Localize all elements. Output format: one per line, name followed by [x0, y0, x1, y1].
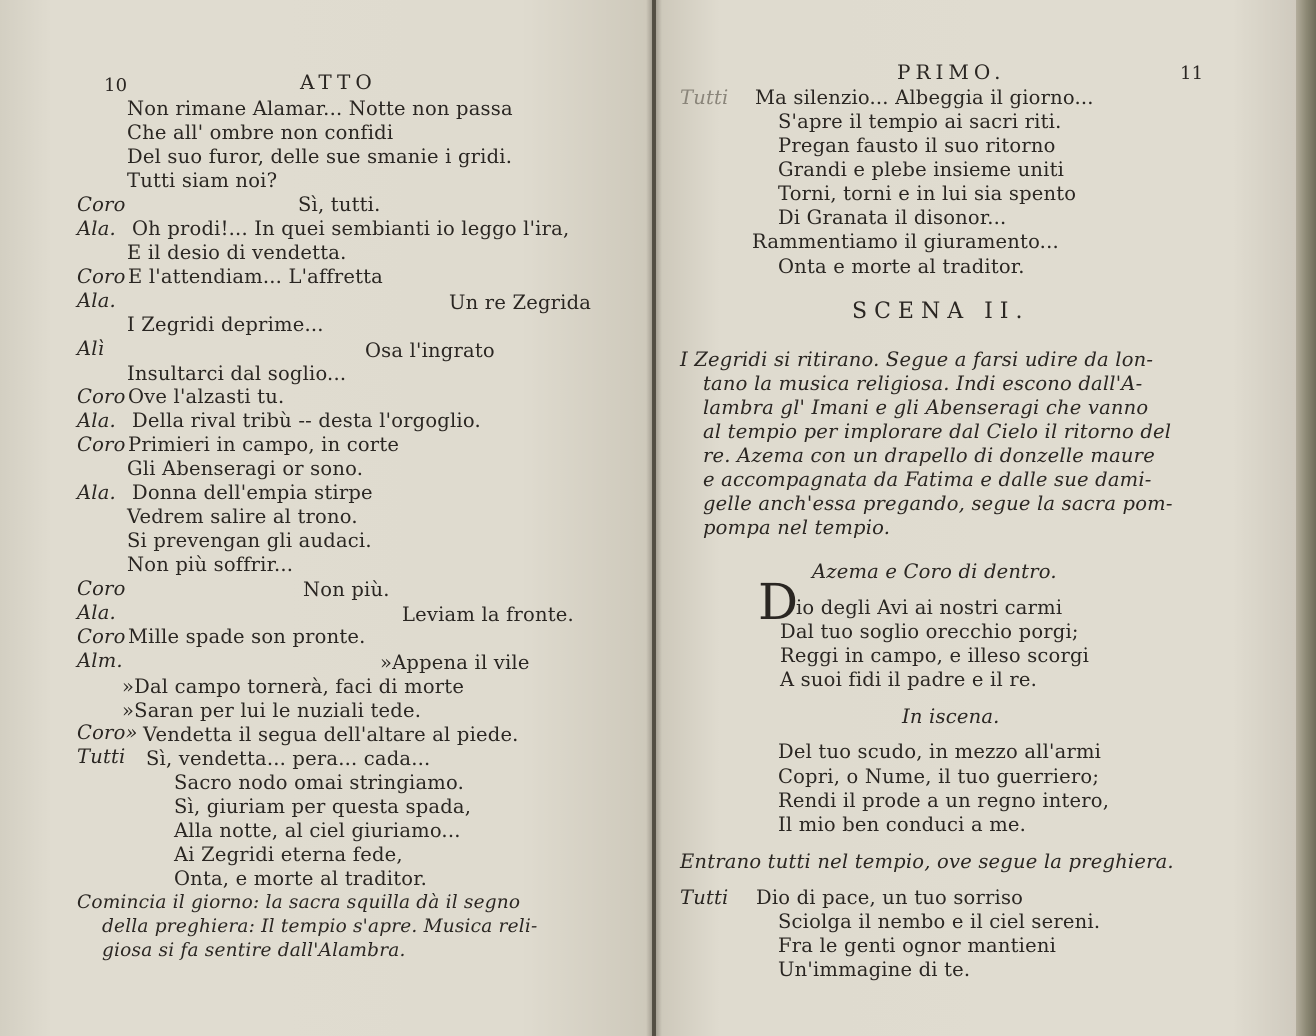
running-head-right: PRIMO.	[897, 60, 1006, 84]
text-line: Sì, vendetta... pera... cada...	[146, 747, 431, 770]
text-line: Ma silenzio... Albeggia il giorno...	[755, 86, 1094, 109]
drop-cap: D	[758, 573, 799, 631]
text-line: Del tuo scudo, in mezzo all'armi	[778, 740, 1102, 763]
speaker-label: Ala.	[77, 601, 116, 624]
speaker-label: Tutti	[680, 886, 729, 909]
text-line: Dio di pace, un tuo sorriso	[756, 886, 1024, 909]
speaker-label: Tutti	[680, 86, 729, 109]
text-line: Sciolga il nembo e il ciel sereni.	[778, 910, 1101, 933]
text-line: A suoi fidi il padre e il re.	[780, 668, 1037, 691]
text-line: Non rimane Alamar... Notte non passa	[127, 97, 513, 120]
speaker-label: Coro	[77, 625, 126, 648]
stage-direction: giosa si fa sentire dall'Alambra.	[102, 940, 406, 961]
speaker-label: Tutti	[77, 745, 126, 768]
speaker-label: Coro	[77, 265, 126, 288]
text-line: Onta, e morte al traditor.	[174, 867, 427, 890]
stage-direction: al tempio per implorare dal Cielo il ritorno del	[703, 420, 1172, 443]
stage-direction: della preghiera: Il tempio s'apre. Musica reli-	[102, 916, 538, 937]
page-number-left: 10	[104, 75, 128, 96]
text-line: Fra le genti ognor mantieni	[778, 934, 1057, 957]
singer-heading: In iscena.	[902, 705, 1000, 728]
text-line: Rammentiamo il giuramento...	[752, 230, 1059, 253]
text-line: E il desio di vendetta.	[127, 241, 347, 264]
stage-direction: re. Azema con un drapello di donzelle maure	[703, 444, 1155, 467]
text-line: Un re Zegrida	[449, 291, 592, 314]
text-line: Primieri in campo, in corte	[128, 433, 400, 456]
text-line: io degli Avi ai nostri carmi	[796, 596, 1063, 619]
speaker-label: Coro	[77, 193, 126, 216]
text-line: Ai Zegridi eterna fede,	[174, 843, 403, 866]
page-number-right: 11	[1180, 63, 1204, 84]
text-line: Gli Abenseragi or sono.	[127, 457, 364, 480]
speaker-label: Alm.	[77, 649, 123, 672]
text-line: I Zegridi deprime...	[127, 313, 324, 336]
speaker-label: Coro»	[77, 721, 138, 744]
book-gutter	[646, 0, 662, 1036]
text-line: Reggi in campo, e illeso scorgi	[780, 644, 1090, 667]
text-line: Vendetta il segua dell'altare al piede.	[143, 723, 519, 746]
stage-direction: e accompagnata da Fatima e dalle sue dami-	[703, 468, 1152, 491]
running-head-left: ATTO	[300, 70, 377, 94]
speaker-label: Ala.	[77, 409, 116, 432]
text-line: Copri, o Nume, il tuo guerriero;	[778, 765, 1100, 788]
text-line: Tutti siam noi?	[127, 169, 278, 192]
book-edge	[1296, 0, 1316, 1036]
text-line: Sì, giuriam per questa spada,	[174, 795, 472, 818]
text-line: S'apre il tempio ai sacri riti.	[778, 110, 1062, 133]
stage-direction: pompa nel tempio.	[703, 516, 891, 539]
speaker-label: Ala.	[77, 481, 116, 504]
text-line: Di Granata il disonor...	[778, 206, 1007, 229]
text-line: Mille spade son pronte.	[128, 625, 366, 648]
text-line: E l'attendiam... L'affretta	[128, 265, 383, 288]
text-line: Pregan fausto il suo ritorno	[778, 134, 1056, 157]
text-line: Alla notte, al ciel giuriamo...	[174, 819, 461, 842]
text-line: Un'immagine di te.	[778, 958, 971, 981]
text-line: Grandi e plebe insieme uniti	[778, 158, 1065, 181]
speaker-label: Ala.	[77, 217, 116, 240]
scene-heading: SCENA II.	[852, 299, 1030, 324]
text-line: Vedrem salire al trono.	[127, 505, 358, 528]
text-line: Che all' ombre non confidi	[127, 121, 394, 144]
text-line: Osa l'ingrato	[365, 339, 495, 362]
speaker-label: Ala.	[77, 289, 116, 312]
text-line: »Appena il vile	[380, 651, 530, 674]
text-line: Sacro nodo omai stringiamo.	[174, 771, 464, 794]
text-line: Torni, torni e in lui sia spento	[778, 182, 1077, 205]
text-line: Della rival tribù -- desta l'orgoglio.	[132, 409, 481, 432]
text-line: Onta e morte al traditor.	[778, 255, 1025, 278]
text-line: Rendi il prode a un regno intero,	[778, 789, 1110, 812]
stage-direction: I Zegridi si ritirano. Segue a farsi udire da lon-	[680, 348, 1154, 371]
text-line: »Dal campo tornerà, faci di morte	[122, 675, 465, 698]
text-line: Sì, tutti.	[298, 193, 381, 216]
text-line: Donna dell'empia stirpe	[132, 481, 373, 504]
singer-heading: Azema e Coro di dentro.	[812, 560, 1057, 583]
speaker-label: Alì	[77, 337, 105, 360]
text-line: Insultarci dal soglio...	[127, 362, 347, 385]
stage-direction: gelle anch'essa pregando, segue la sacra pom-	[703, 492, 1173, 515]
text-line: Del suo furor, delle sue smanie i gridi.	[127, 145, 513, 168]
text-line: Oh prodi!... In quei sembianti io leggo l'ira,	[132, 217, 570, 240]
text-line: Non più.	[303, 578, 390, 601]
text-line: »Saran per lui le nuziali tede.	[122, 699, 422, 722]
stage-direction: Entrano tutti nel tempio, ove segue la preghiera.	[680, 850, 1174, 873]
text-line: Si prevengan gli audaci.	[127, 529, 372, 552]
text-line: Dal tuo soglio orecchio porgi;	[780, 620, 1079, 643]
text-line: Non più soffrir...	[127, 553, 294, 576]
speaker-label: Coro	[77, 385, 126, 408]
speaker-label: Coro	[77, 577, 126, 600]
stage-direction: Comincia il giorno: la sacra squilla dà il segno	[77, 892, 521, 913]
text-line: Ove l'alzasti tu.	[128, 385, 285, 408]
stage-direction: tano la musica religiosa. Indi escono dall'A-	[703, 372, 1143, 395]
text-line: Il mio ben conduci a me.	[778, 813, 1027, 836]
text-line: Leviam la fronte.	[402, 603, 574, 626]
speaker-label: Coro	[77, 433, 126, 456]
stage-direction: lambra gl' Imani e gli Abenseragi che vanno	[703, 396, 1149, 419]
